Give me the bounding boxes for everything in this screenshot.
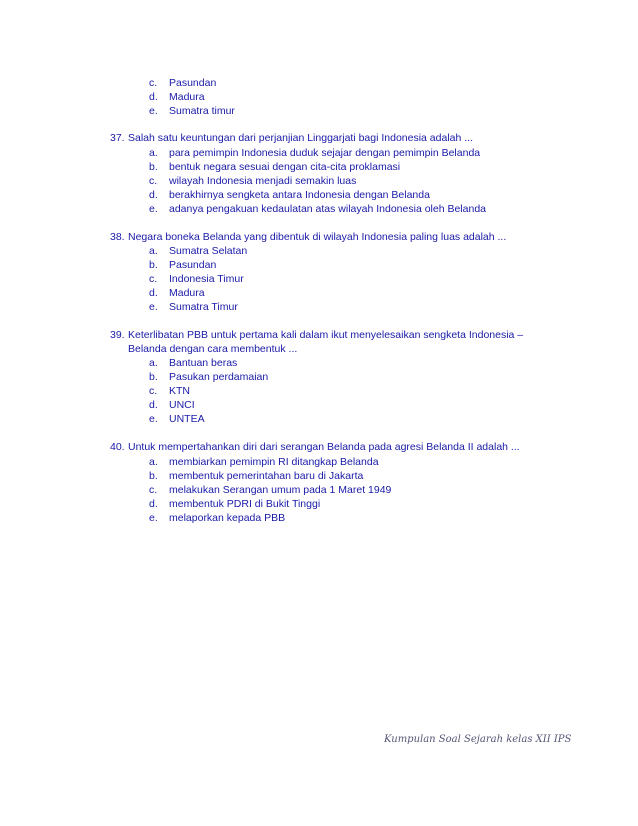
option-c: c. wilayah Indonesia menjadi semakin luas [149,175,357,187]
option-d: d. berakhirnya sengketa antara Indonesia dengan Belanda [149,189,430,201]
option-c: c. KTN [149,385,190,397]
option-a: a. Bantuan beras [149,357,238,369]
question-40: 40. Untuk mempertahankan diri dari serangan Belanda pada agresi Belanda II adalah ... [110,441,520,453]
option-e: e. adanya pengakuan kedaulatan atas wilayah Indonesia oleh Belanda [149,203,486,215]
question-37: 37. Salah satu keuntungan dari perjanjian Linggarjati bagi Indonesia adalah ... [110,132,474,144]
question-39: 39. Keterlibatan PBB untuk pertama kali dalam ikut menyelesaikan sengketa Indonesia – Belanda dengan cara membentuk ... [110,329,524,355]
option-b: b. Pasukan perdamaian [149,371,269,383]
option-e: e. Sumatra Timur [149,301,238,313]
page-footer: Kumpulan Soal Sejarah kelas XII IPS [384,734,572,745]
option-e: e. melaporkan kepada PBB [149,512,286,524]
option-d: d. Madura [149,91,205,103]
option-d: d. Madura [149,287,205,299]
option-d: d. membentuk PDRI di Bukit Tinggi [149,498,321,510]
option-d: d. UNCI [149,399,195,411]
option-a: a. membiarkan pemimpin RI ditangkap Belanda [149,456,379,468]
option-c: c. Pasundan [149,77,217,89]
question-38: 38. Negara boneka Belanda yang dibentuk di wilayah Indonesia paling luas adalah ... [110,231,507,243]
option-b: b. bentuk negara sesuai dengan cita-cita proklamasi [149,161,401,173]
option-b: b. Pasundan [149,259,217,271]
option-c: c. melakukan Serangan umum pada 1 Maret 1949 [149,484,392,496]
option-e: e. Sumatra timur [149,105,235,117]
option-a: a. para pemimpin Indonesia duduk sejajar dengan pemimpin Belanda [149,147,481,159]
option-a: a. Sumatra Selatan [149,245,248,257]
option-e: e. UNTEA [149,413,205,425]
option-c: c. Indonesia Timur [149,273,244,285]
option-b: b. membentuk pemerintahan baru di Jakarta [149,470,364,482]
